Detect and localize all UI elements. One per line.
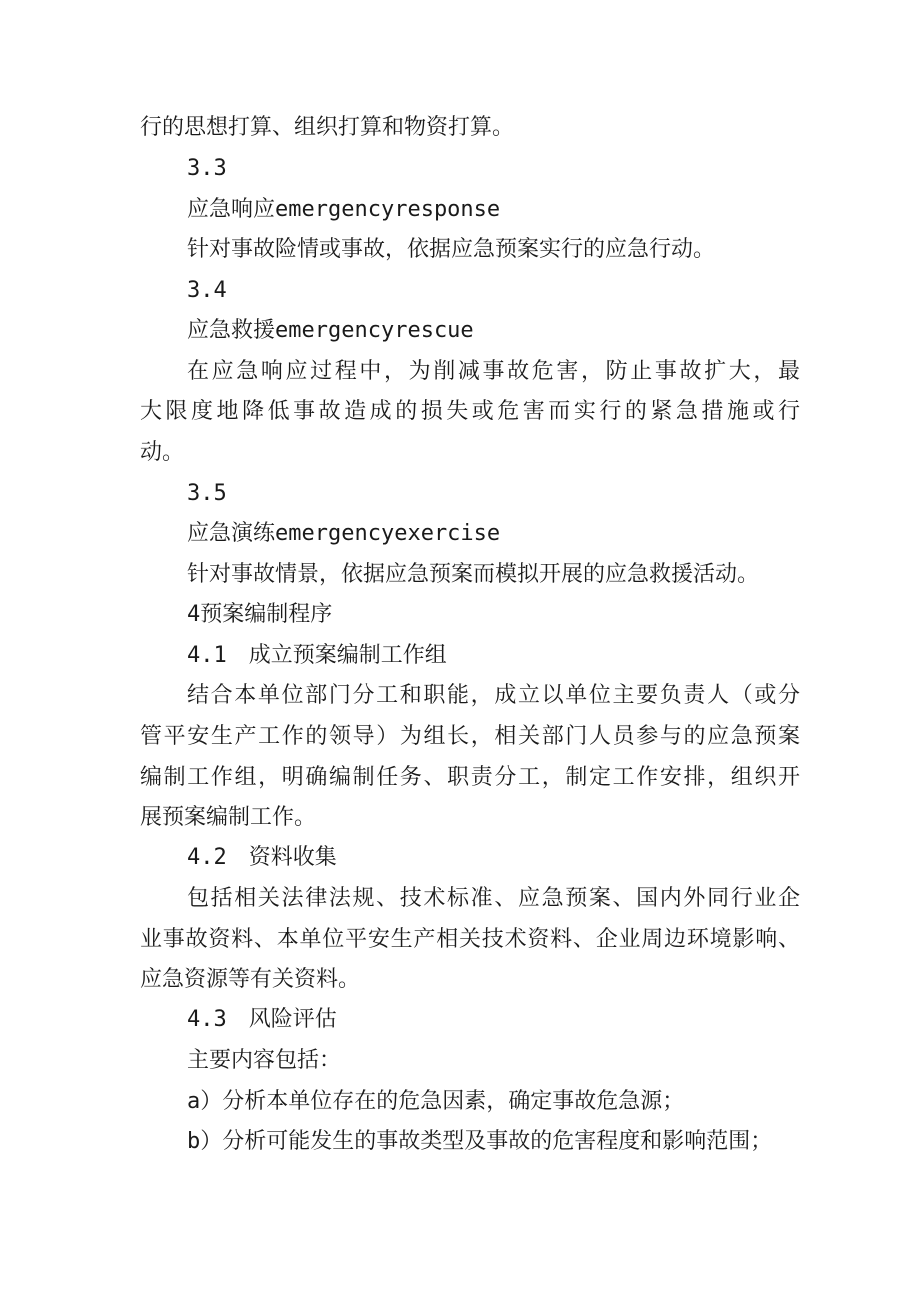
section-number: 3.5 <box>187 481 227 506</box>
term-definition: 针对事故险情或事故，依据应急预案实行的应急行动。 <box>187 237 716 262</box>
term-heading: 应急救援emergencyrescue <box>187 318 474 343</box>
paragraph-line: 展预案编制工作。 <box>140 805 317 830</box>
term-definition: 在应急响应过程中，为削减事故危害，防止事故扩大，最 <box>187 359 800 384</box>
paragraph-line: 结合本单位部门分工和职能，成立以单位主要负责人（或分 <box>187 683 800 708</box>
paragraph-line: 包括相关法律法规、技术标准、应急预案、国内外同行业企 <box>187 886 800 911</box>
term-definition: 针对事故情景，依据应急预案而模拟开展的应急救援活动。 <box>187 562 760 587</box>
section-number: 3.3 <box>187 156 227 181</box>
paragraph-line: 管平安生产工作的领导）为组长，相关部门人员参与的应急预案 <box>140 724 800 749</box>
term-heading: 应急演练emergencyexercise <box>187 521 501 546</box>
section-heading: 4.1 成立预案编制工作组 <box>187 643 447 668</box>
paragraph-line: 主要内容包括： <box>187 1048 342 1073</box>
paragraph-line: 业事故资料、本单位平安生产相关技术资料、企业周边环境影响、 <box>140 927 800 952</box>
term-heading: 应急响应emergencyresponse <box>187 197 501 222</box>
section-number: 3.4 <box>187 278 227 303</box>
section-heading: 4.3 风险评估 <box>187 1007 337 1032</box>
list-item: a）分析本单位存在的危急因素，确定事故危急源； <box>187 1089 685 1114</box>
chapter-heading: 4预案编制程序 <box>187 602 333 627</box>
paragraph-line: 编制工作组，明确编制任务、职责分工，制定工作安排，组织开 <box>140 765 800 790</box>
paragraph-line: 应急资源等有关资料。 <box>140 967 361 992</box>
paragraph-line: 行的思想打算、组织打算和物资打算。 <box>140 115 515 140</box>
paragraph-line: 动。 <box>140 440 185 465</box>
paragraph-line: 大限度地降低事故造成的损失或危害而实行的紧急措施或行 <box>140 399 800 424</box>
list-item: b）分析可能发生的事故类型及事故的危害程度和影响范围； <box>187 1129 773 1154</box>
section-heading: 4.2 资料收集 <box>187 845 337 870</box>
